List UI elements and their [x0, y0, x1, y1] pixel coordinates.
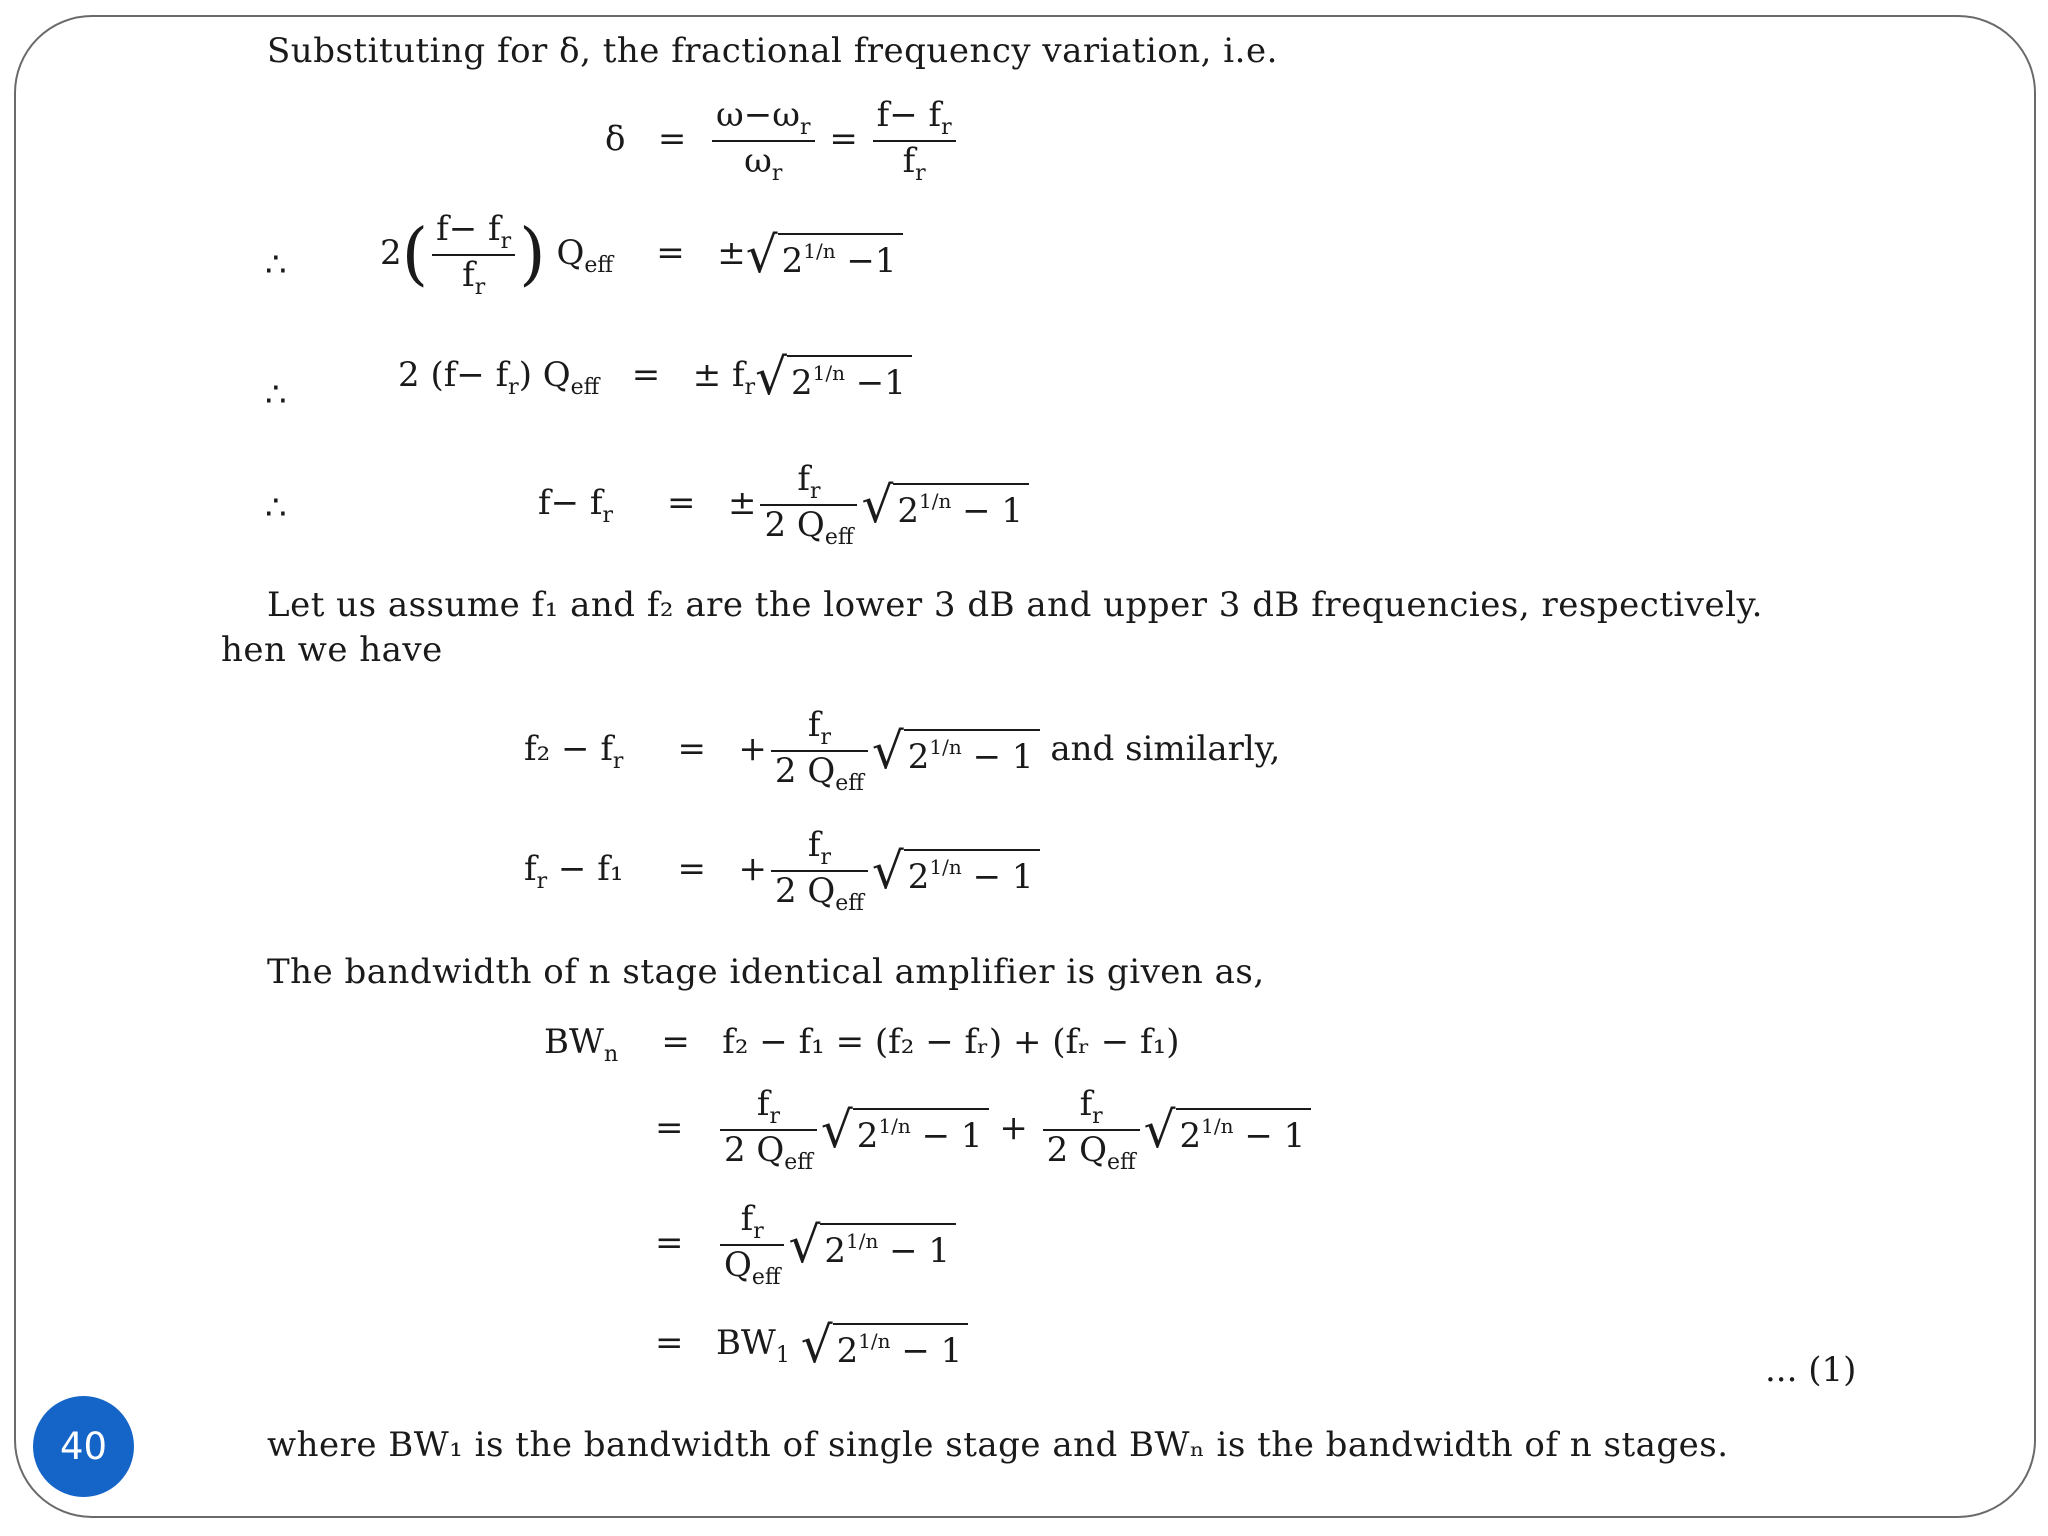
equation-4: $f- f_r$ = ± $\frac{f_r}{2 Q_{eff}}$ √ $2^{1/n} - 1$: [538, 460, 1029, 550]
paragraph-line: hen we have: [221, 630, 443, 670]
equation-delta: δ = $\frac{\omega-\omega_r}{\omega_r}$ = $\frac{f- f_r}{f_r}$: [605, 96, 960, 186]
equation-2: 2( $\frac{f- f_r}{f_r}$ ) $Q_{eff}$ = ±√ $2^{1/n} -1$: [380, 210, 903, 300]
equation-6: $f_r - f_1$ = + $\frac{f_r}{2 Q_{eff}}$ √ $2^{1/n} - 1$: [524, 826, 1040, 916]
page-number-badge: 40: [33, 1396, 134, 1497]
therefore-symbol: ∴: [265, 375, 287, 415]
equation-3: 2 $(f- f_r)$ $Q_{eff}$ = ± $f_r√$ $2^{1/n} -1$: [398, 352, 912, 402]
paragraph-line: The bandwidth of n stage identical amplifier is given as,: [267, 952, 1265, 992]
bw-line-3: = $\frac{f_r}{Q_{eff}}$ √ $2^{1/n} - 1$: [655, 1200, 956, 1290]
equation-number: ... (1): [1765, 1350, 1857, 1390]
bw-line-4: = $BW_1$ √ $2^{1/n} - 1$: [655, 1320, 968, 1370]
intro-text: Substituting for δ, the fractional frequency variation, i.e.: [267, 31, 1278, 71]
therefore-symbol: ∴: [265, 488, 287, 528]
footer-paragraph: where BW₁ is the bandwidth of single stage and BWₙ is the bandwidth of n stages.: [267, 1425, 1729, 1465]
paragraph-line: Let us assume f₁ and f₂ are the lower 3 dB and upper 3 dB frequencies, respectively.: [267, 585, 1763, 625]
equation-5: $f_2 - f_r$ = + $\frac{f_r}{2 Q_{eff}}$ √ $2^{1/n} - 1$ and similarly,: [524, 705, 1281, 796]
therefore-symbol: ∴: [265, 245, 287, 285]
bw-line-1: $BW_n$ = f₂ − f₁ = (f₂ − fᵣ) + (fᵣ − f₁): [544, 1022, 1180, 1067]
bw-line-2: = $\frac{f_r}{2 Q_{eff}}$ √ $2^{1/n} - 1$ + $\frac{f_r}{2 Q_{eff}}$ √ $2^{1/n} - 1$: [655, 1085, 1311, 1175]
